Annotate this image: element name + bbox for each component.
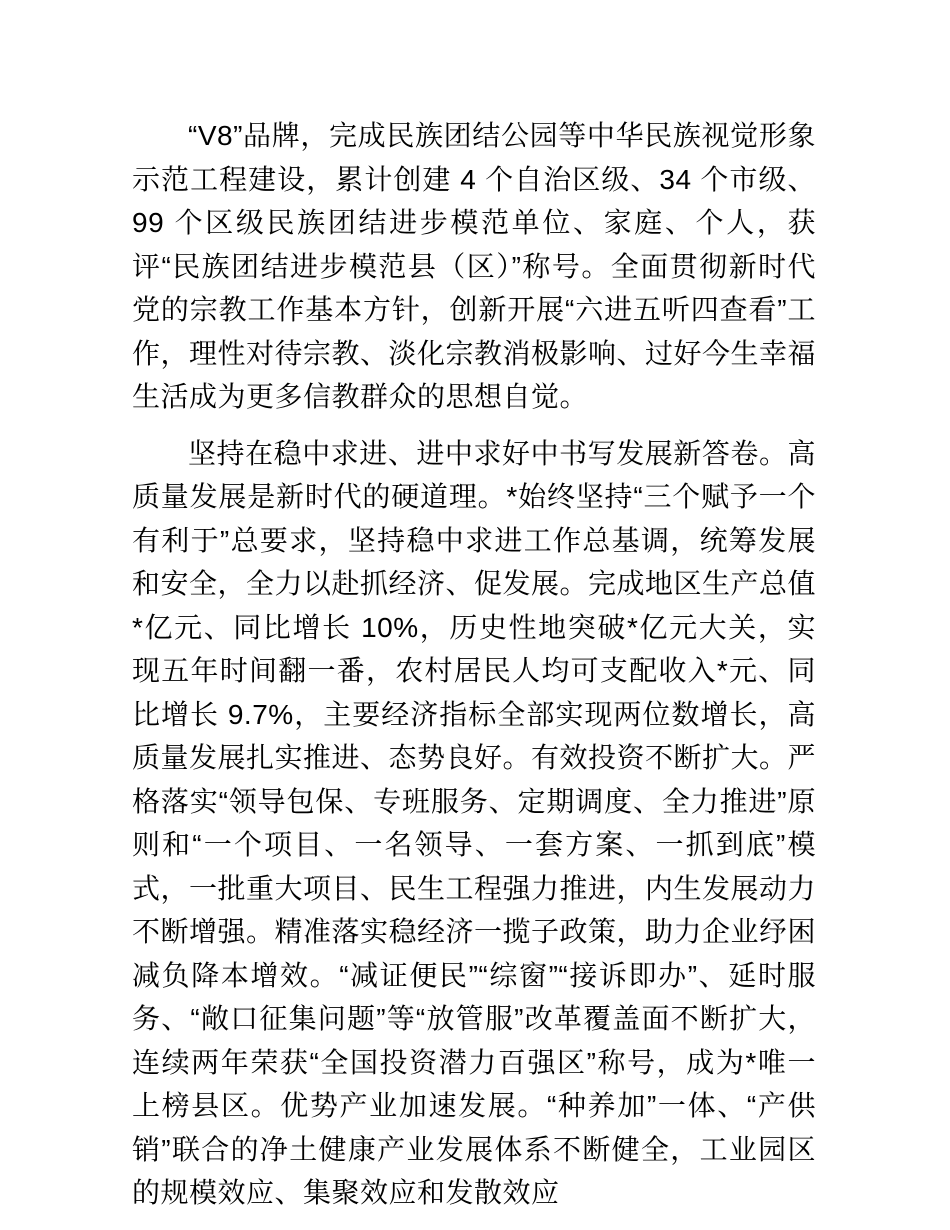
document-text-block xyxy=(132,114,816,1215)
paragraph-2: 坚持在稳中求进、进中求好中书写发展新答卷。高质量发展是新时代的硬道理。*始终坚持“三个赋予一个有利于”总要求，坚持稳中求进工作总基调，统筹发展和安全，全力以赴抓经济、促发展。完成地区生产总值*亿元、同比增长 10%，历史性地突破*亿元大关，实现五年时间翻一番，农村居民人均可支配收入*元、同比增长 9.7%，主要经济指标全部实现两位数增长，高质量发展扎实推进、态势良好。有效投资不断扩大。严格落实“领导包保、专班服务、定期调度、全力推进”原则和“一个项目、一名领导、一套方案、一抓到底”模式，一批重大项目、民生工程强力推进，内生发展动力不断增强。精准落实稳经济一揽子政策，助力企业纾困减负降本增效。“减证便民”“综窗”“接诉即办”、延时服务、“敞口征集问题”等“放管服”改革覆盖面不断扩大，连续两年荣获“全国投资潜力百强区”称号，成为*唯一上榜县区。优势产业加速发展。“种养加”一体、“产供销”联合的净土健康产业发展体系不断健全，工业园区的规模效应、集聚效应和发散效应 xyxy=(132,437,817,1208)
paragraph-1: “V8”品牌，完成民族团结公园等中华民族视觉形象示范工程建设，累计创建 4 个自治区级、34 个市级、99 个区级民族团结进步模范单位、家庭、个人，获评“民族团结进步模范县（区）”称号。全面贯彻新时代党的宗教工作基本方针，创新开展“六进五听四查看”工作，理性对待宗教、淡化宗教消极影响、过好今生幸福生活成为更多信教群众的思想自觉。 xyxy=(132,120,817,412)
